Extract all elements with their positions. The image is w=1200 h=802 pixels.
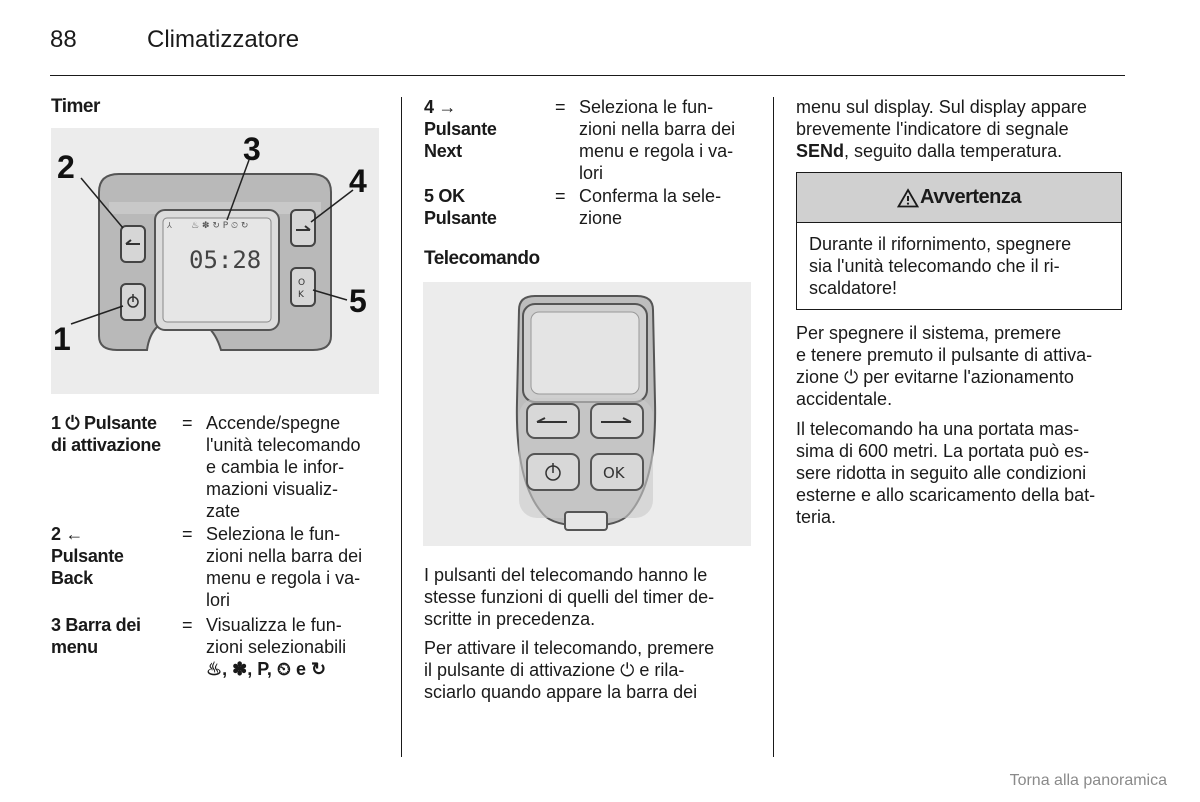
desc-line: Seleziona le fun-	[579, 97, 714, 117]
callout-2: 2	[57, 149, 75, 185]
definition-term-1	[51, 412, 181, 456]
term-line: di attivazione	[51, 435, 161, 455]
desc-line: l'unità telecomando	[206, 435, 361, 455]
warning-body	[797, 223, 1121, 309]
ok-key-k: K	[298, 290, 304, 300]
callout-3: 3	[243, 131, 261, 167]
definition-desc-4	[579, 96, 759, 184]
definition-equals: =	[555, 97, 566, 117]
back-to-overview-link[interactable]: Torna alla panoramica	[1009, 772, 1167, 789]
desc-line: Visualizza le fun-	[206, 615, 342, 635]
signal-paragraph	[796, 96, 1126, 162]
warning-box	[796, 172, 1122, 310]
text-line: Per spegnere il sistema, premere	[796, 323, 1062, 343]
term-line: 4 →	[424, 97, 457, 117]
remote-figure	[423, 282, 751, 546]
definition-term-2	[51, 523, 181, 589]
desc-line: lori	[579, 163, 604, 183]
term-line: 5 OK	[424, 186, 465, 206]
definition-equals: =	[182, 413, 193, 433]
text-line: sere ridotta in seguito alle condizioni	[796, 463, 1087, 483]
desc-line: e cambia le infor-	[206, 457, 345, 477]
text-line: accidentale.	[796, 389, 893, 409]
definition-equals: =	[555, 186, 566, 206]
text-line: zione ⏻ per evitarne l'azionamento	[796, 367, 1074, 387]
desc-line: lori	[206, 590, 231, 610]
text-line: il pulsante di attivazione ⏻ e rila-	[424, 660, 685, 680]
range-paragraph	[796, 418, 1126, 528]
callout-1: 1	[53, 321, 71, 357]
term-line: 3 Barra dei	[51, 615, 141, 635]
text-line: sciarlo quando appare la barra dei	[424, 682, 698, 702]
display-time: 05:28	[189, 246, 262, 274]
definition-desc-1	[206, 412, 386, 522]
term-line: Pulsante	[51, 546, 124, 566]
term-line: Pulsante	[424, 208, 497, 228]
text-line: scritte in precedenza.	[424, 609, 596, 629]
text-line: brevemente l'indicatore di segnale	[796, 119, 1069, 139]
telecomando-paragraph-1	[424, 564, 764, 630]
callout-4: 4	[349, 163, 367, 199]
text-line: stesse funzioni di quelli del timer de-	[424, 587, 715, 607]
desc-line: mazioni visualiz-	[206, 479, 339, 499]
send-indicator: SENd	[796, 141, 845, 161]
text-line: sima di 600 metri. La portata può es-	[796, 441, 1090, 461]
desc-line: zioni nella barra dei	[579, 119, 736, 139]
definition-equals: =	[182, 524, 193, 544]
term-line: Back	[51, 568, 93, 588]
timer-heading: Timer	[51, 96, 100, 117]
desc-line: zate	[206, 501, 241, 521]
definition-desc-3	[206, 614, 386, 680]
text-line: esterne e allo scaricamento della bat-	[796, 485, 1096, 505]
definition-desc-2	[206, 523, 386, 611]
text-line: teria.	[796, 507, 837, 527]
page-title: Climatizzatore	[147, 26, 300, 53]
term-line: 1 ⏻ Pulsante	[51, 413, 157, 433]
text-line: Durante il rifornimento, spegnere	[809, 234, 1072, 254]
desc-line: zioni selezionabili	[206, 637, 347, 657]
warning-title: Avvertenza	[920, 186, 1021, 208]
shutdown-paragraph	[796, 322, 1126, 410]
remote-led	[565, 512, 607, 530]
callout-5: 5	[349, 283, 367, 319]
desc-line: Accende/spegne	[206, 413, 341, 433]
desc-line: Conferma la sele-	[579, 186, 722, 206]
column-divider	[773, 97, 774, 757]
text-line: Per attivare il telecomando, premere	[424, 638, 715, 658]
text-line: scaldatore!	[809, 278, 898, 298]
definition-term-4	[424, 96, 554, 162]
telecomando-heading: Telecomando	[424, 248, 540, 269]
ok-key-o: O	[298, 278, 306, 288]
header-rule	[50, 75, 1125, 76]
next-button[interactable]	[291, 210, 315, 246]
column-divider	[401, 97, 402, 757]
desc-line: zioni nella barra dei	[206, 546, 363, 566]
timer-figure	[51, 128, 379, 394]
text-line	[796, 140, 1126, 162]
display-ind: ⅄	[167, 221, 172, 230]
definition-term-5	[424, 185, 554, 229]
desc-line: menu e regola i va-	[206, 568, 361, 588]
term-line: menu	[51, 637, 98, 657]
telecomando-paragraph-2	[424, 637, 764, 703]
desc-line: zione	[579, 208, 623, 228]
text-line: I pulsanti del telecomando hanno le	[424, 565, 708, 585]
warning-triangle-icon	[897, 188, 919, 208]
definition-desc-5	[579, 185, 759, 229]
desc-line: menu e regola i va-	[579, 141, 734, 161]
text-line: Il telecomando ha una portata mas-	[796, 419, 1080, 439]
send-rest: , seguito dalla temperatura.	[844, 141, 1063, 161]
definition-term-3	[51, 614, 181, 658]
page-number: 88	[50, 26, 77, 53]
text-line: sia l'unità telecomando che il ri-	[809, 256, 1060, 276]
menu-bar-icons: ♨ ✽ ↻ P ⏲ ↻	[191, 221, 249, 231]
definition-equals: =	[182, 615, 193, 635]
term-line: 2 ←	[51, 524, 84, 544]
text-line: e tenere premuto il pulsante di attiva-	[796, 345, 1093, 365]
term-line: Pulsante	[424, 119, 497, 139]
text-line: menu sul display. Sul display appare	[796, 97, 1087, 117]
menu-icons-line: ♨, ✽, P, ⏲ e ↻	[206, 659, 327, 679]
term-line: Next	[424, 141, 462, 161]
desc-line: Seleziona le fun-	[206, 524, 341, 544]
remote-ok-label: OK	[603, 464, 625, 482]
warning-header	[797, 173, 1121, 223]
